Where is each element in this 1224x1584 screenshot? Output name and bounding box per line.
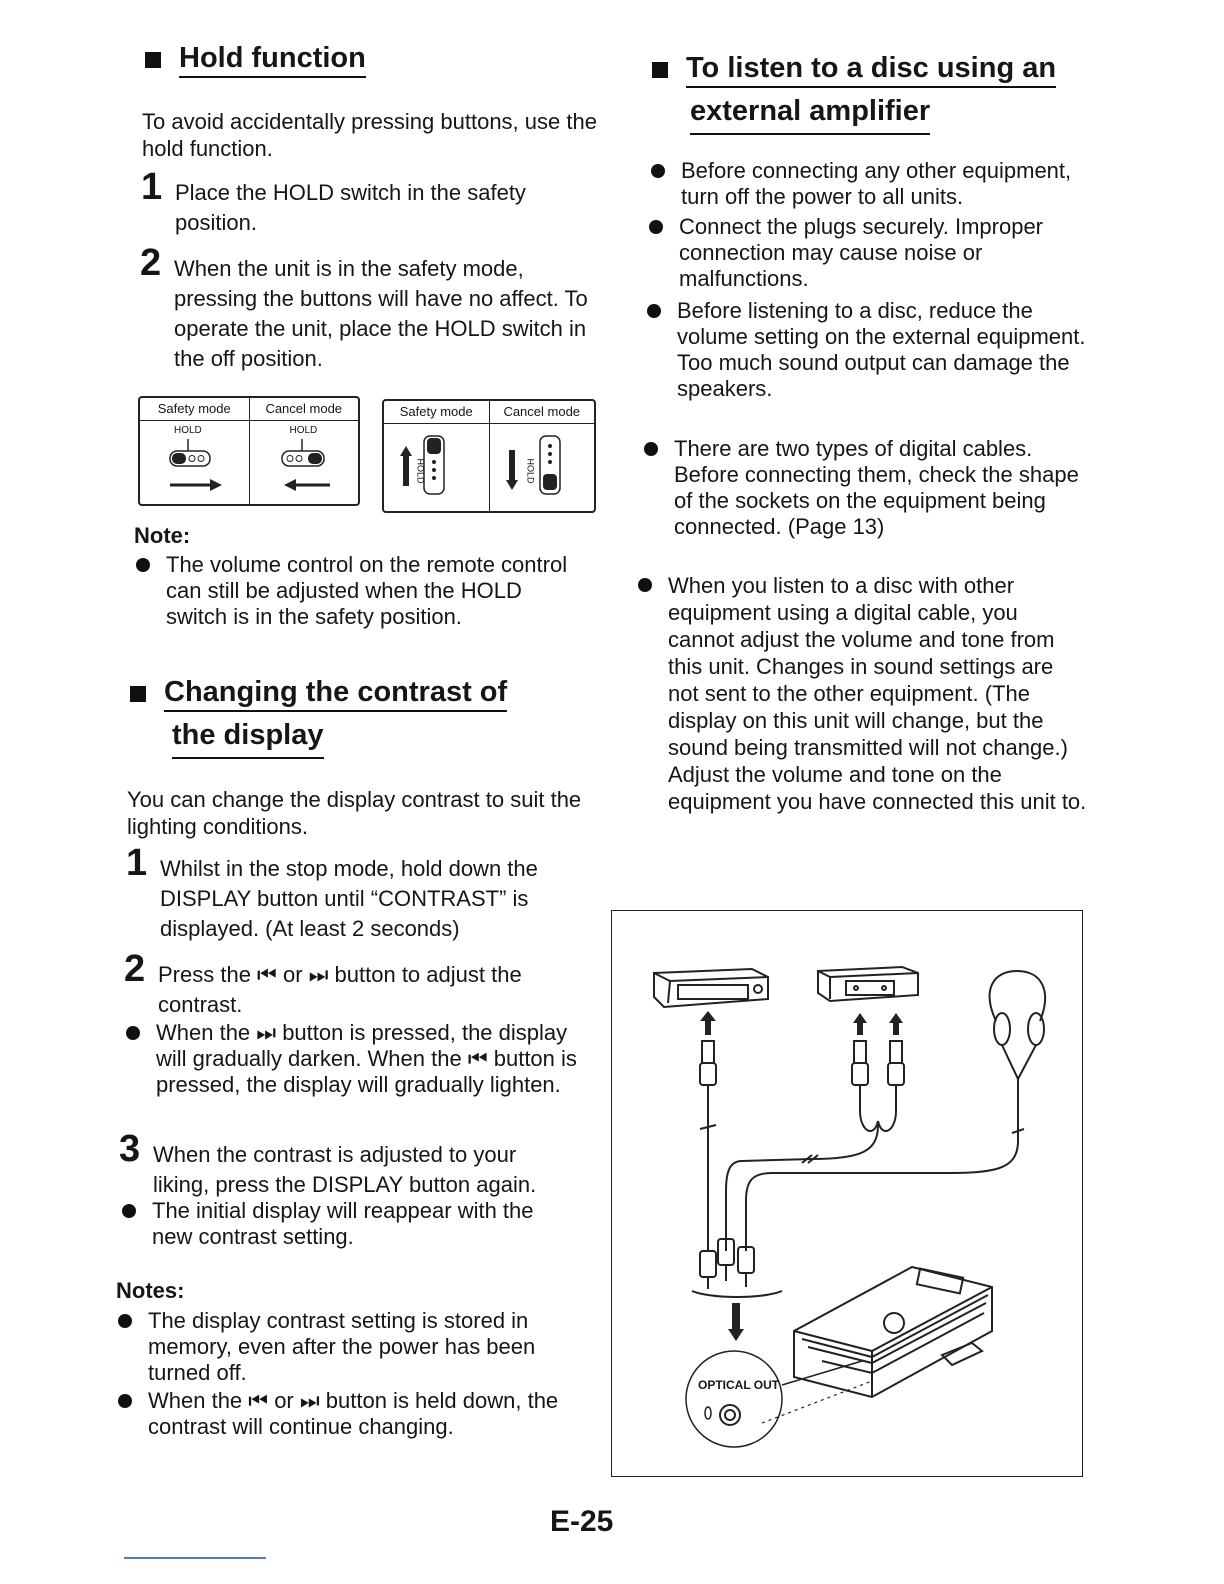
step-text: Place the HOLD switch in the safety position.: [175, 180, 526, 235]
bullet-icon: [647, 304, 661, 318]
contrast-bullet-2: [152, 1198, 577, 1250]
bullet-icon: [126, 1026, 140, 1040]
vertical-switch-up-icon: [384, 424, 488, 510]
cancel-mode-label: Cancel mode: [250, 398, 359, 421]
safety-mode-label: Safety mode: [140, 398, 249, 421]
step-text: When the contrast is adjusted to your liking, press the DISPLAY button again.: [153, 1142, 537, 1197]
step-text: When the unit is in the safety mode, pressing the buttons will have no affect. To operate the unit, place the HOLD switch in the off position.: [174, 256, 588, 371]
switch-left-icon: [140, 421, 246, 501]
hold-intro: To avoid accidentally pressing buttons, use the hold function.: [142, 109, 597, 161]
safety-mode-cell: [140, 398, 249, 504]
hold-switch-cancel-illustration: [250, 421, 359, 504]
hold-title: Hold function: [179, 42, 366, 78]
tape-deck-icon: [818, 967, 918, 1001]
step-text: Press the ⏮ or ⏭ button to adjust the contrast.: [158, 962, 522, 1017]
note-heading: Note:: [134, 523, 191, 548]
optical-out-label: OPTICAL OUT: [698, 1378, 780, 1392]
contrast-step-2: [124, 948, 583, 1020]
note-text: The display contrast setting is stored in memory, even after the power has been turned off.: [148, 1308, 536, 1385]
note-item: [166, 552, 586, 630]
step-number: 2: [140, 242, 162, 284]
hold-switch-table-remote: [382, 399, 596, 513]
step-number: 3: [119, 1128, 141, 1170]
hold-heading: [145, 38, 366, 78]
hold-label: HOLD: [415, 458, 426, 484]
note-text: The volume control on the remote control can still be adjusted when the HOLD switch is in the safety position.: [166, 552, 568, 629]
bullet-icon: [118, 1314, 132, 1328]
remote-hold-safety-illustration: [384, 424, 489, 511]
hold-switch-safety-illustration: [140, 421, 249, 504]
underline-decoration: [124, 1557, 266, 1559]
amp-bullet: [668, 572, 1088, 815]
bullet-icon: [118, 1394, 132, 1408]
amp-title-line2: external amplifier: [690, 91, 930, 135]
notes-heading: Notes:: [116, 1278, 185, 1303]
hold-step-2: [140, 242, 599, 374]
hold-step-1: [141, 166, 600, 238]
switch-right-icon: [250, 421, 356, 501]
amplifier-left-icon: [654, 969, 768, 1007]
contrast-heading: [130, 672, 507, 712]
bullet-text: When the ⏭ button is pressed, the display will gradually darken. When the ⏮ button is pressed, the display will gradually lighten.: [156, 1020, 577, 1097]
contrast-bullet-1: [156, 1020, 581, 1098]
headphones-icon: [772, 971, 1045, 1173]
bullet-icon: [136, 558, 150, 572]
bullet-text: There are two types of digital cables. Before connecting them, check the shape of the sockets on the equipment being connected. (Page 13): [674, 436, 1079, 539]
amp-heading: [652, 48, 1056, 88]
arrow-down-icon: [728, 1303, 744, 1341]
arrow-up-icon: [700, 1011, 903, 1035]
hold-label: HOLD: [289, 425, 318, 436]
step-number: 2: [124, 948, 146, 990]
bullet-text: Before connecting any other equipment, turn off the power to all units.: [681, 158, 1072, 209]
bullet-icon: [649, 220, 663, 234]
cables-icon: [700, 1085, 896, 1251]
amp-bullet: [679, 214, 1097, 292]
remote-hold-cancel-illustration: [490, 424, 595, 511]
hold-label: HOLD: [174, 425, 202, 436]
hold-label: HOLD: [525, 458, 536, 484]
notes-item: [148, 1388, 573, 1440]
step-number: 1: [126, 842, 148, 884]
contrast-intro: You can change the display contrast to suit the lighting conditions.: [127, 787, 582, 839]
amp-bullet: [674, 436, 1092, 540]
step-text: Whilst in the stop mode, hold down the DISPLAY button until “CONTRAST” is displayed. (At least 2 seconds): [160, 856, 538, 941]
step-number: 1: [141, 166, 163, 208]
section-square-icon: [145, 52, 161, 68]
cancel-mode-label: Cancel mode: [490, 401, 595, 424]
contrast-step-3: [119, 1128, 578, 1200]
amp-bullet: [677, 298, 1095, 402]
bullet-text: The initial display will reappear with the new contrast setting.: [152, 1198, 534, 1249]
bullet-icon: [651, 164, 665, 178]
section-square-icon: [130, 686, 146, 702]
vertical-switch-down-icon: [490, 424, 594, 510]
bullet-icon: [122, 1204, 136, 1218]
notes-item: [148, 1308, 573, 1386]
amp-bullet: [681, 158, 1099, 210]
amp-title-line1: To listen to a disc using an: [686, 52, 1056, 88]
bullet-text: When you listen to a disc with other equipment using a digital cable, you cannot adjust the volume and tone from this unit. Changes in sound settings are not sent to the other equipment. (The display on this unit will change, but the sound being transmitted will not change.) Adjust the volume and tone on the equipment you have connected this unit to.: [668, 573, 1087, 814]
page-number: E-25: [550, 1505, 614, 1538]
bottom-plugs-icon: [692, 1239, 782, 1297]
rca-plug-icon: [700, 1041, 904, 1085]
bullet-icon: [644, 442, 658, 456]
contrast-title-line2: the display: [172, 715, 324, 759]
safety-mode-cell: [384, 401, 489, 511]
section-square-icon: [652, 62, 668, 78]
safety-mode-label: Safety mode: [384, 401, 489, 424]
bullet-icon: [638, 578, 652, 592]
md-player-icon: [794, 1267, 992, 1397]
note-text: When the ⏮ or ⏭ button is held down, the contrast will continue changing.: [148, 1388, 559, 1439]
connection-diagram: [611, 910, 1083, 1477]
hold-switch-table: [138, 396, 360, 506]
bullet-text: Before listening to a disc, reduce the volume setting on the external equipment. Too much sound output can damage the speakers.: [677, 298, 1086, 401]
bullet-text: Connect the plugs securely. Improper connection may cause noise or malfunctions.: [679, 214, 1043, 291]
cancel-mode-cell: [249, 398, 359, 504]
cancel-mode-cell: [489, 401, 595, 511]
connection-diagram-svg: [612, 911, 1082, 1476]
contrast-title-line1: Changing the contrast of: [164, 676, 507, 712]
contrast-step-1: [126, 842, 585, 944]
